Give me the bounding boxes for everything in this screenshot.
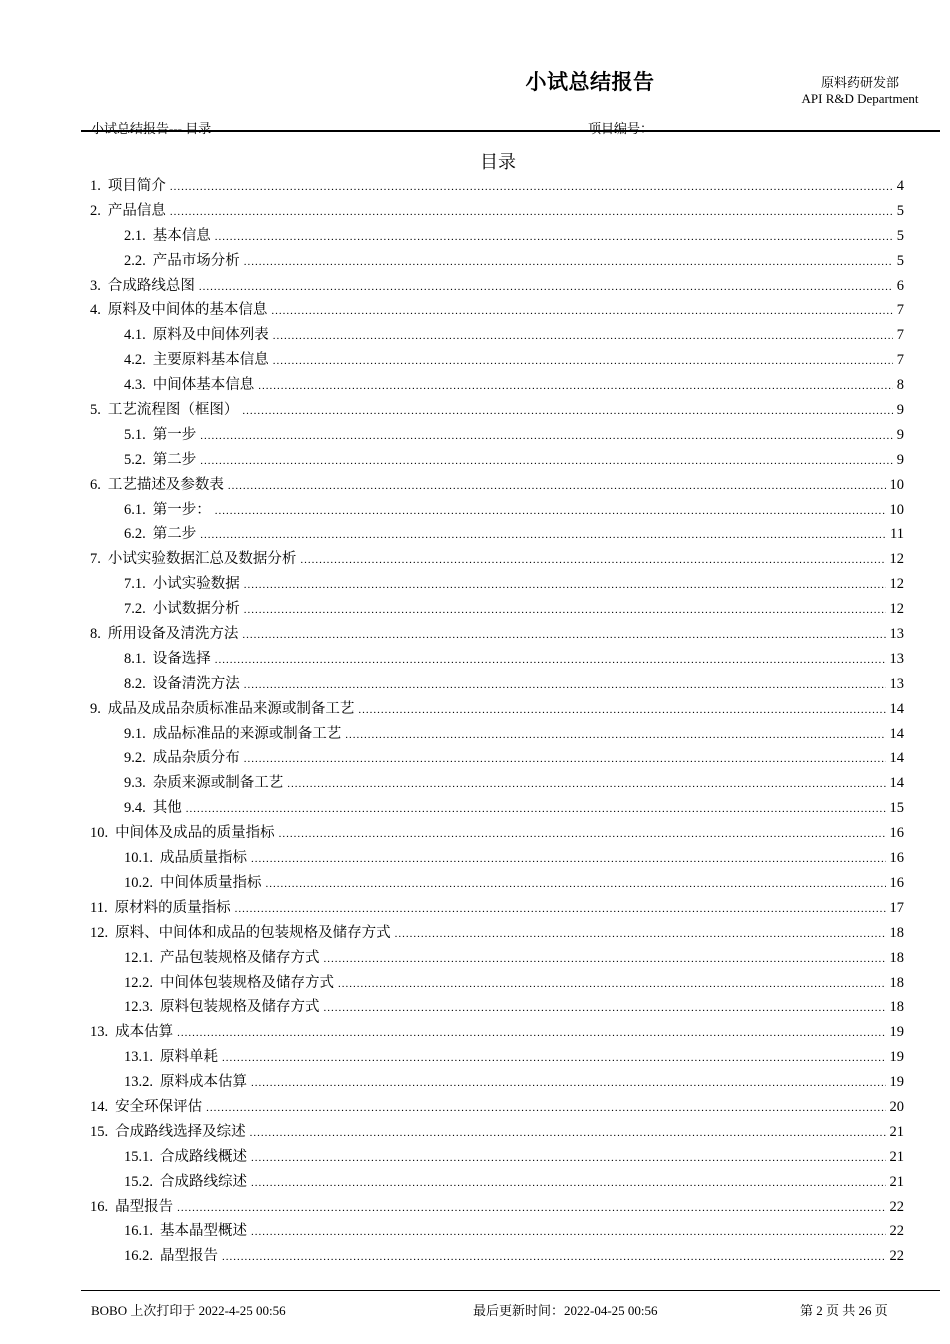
toc-entry[interactable]: [90, 1244, 904, 1269]
toc-entry-number: 13.: [90, 1024, 109, 1041]
toc-page-number: 7: [896, 352, 904, 369]
toc-entry[interactable]: [90, 572, 904, 597]
report-title: 小试总结报告: [525, 70, 655, 94]
toc-page-number: 21: [889, 1173, 904, 1190]
toc-page-number: 14: [889, 775, 904, 792]
toc-page-number: 14: [889, 725, 904, 742]
toc-dot-leader: [324, 996, 886, 1021]
toc-entry-number: 13.1.: [124, 1049, 153, 1066]
toc-entry-label: [90, 174, 166, 199]
toc-entry-title: 合成路线总图: [107, 277, 195, 294]
toc-page-number: 22: [889, 1248, 904, 1265]
toc-entry-number: 12.2.: [124, 974, 153, 991]
toc-entry-title: 合成路线概述: [160, 1148, 247, 1165]
toc-page-number: 11: [890, 526, 904, 543]
toc-entry-label: [90, 1120, 246, 1145]
toc-page-number: 21: [889, 1148, 904, 1165]
toc-page-number: 16: [889, 825, 904, 842]
toc-entry-number: 12.1.: [124, 949, 153, 966]
toc-entry-title: 成品标准品的来源或制备工艺: [152, 725, 342, 742]
toc-entry-label: [124, 771, 283, 796]
toc-entry[interactable]: [90, 622, 904, 647]
toc-entry[interactable]: [90, 174, 904, 199]
toc-entry-number: 2.: [90, 202, 101, 219]
toc-entry-number: 2.2.: [124, 252, 146, 269]
toc-entry-title: 产品包装规格及储存方式: [160, 949, 320, 966]
toc-entry-label: [124, 871, 262, 896]
toc-entry[interactable]: [90, 672, 904, 697]
toc-page-number: 16: [889, 850, 904, 867]
toc-dot-leader: [206, 1096, 885, 1121]
toc-entry-label: [124, 498, 211, 523]
toc-entry-label: [124, 647, 211, 672]
toc-entry-title: 成本估算: [115, 1024, 174, 1041]
toc-entry[interactable]: [90, 398, 904, 423]
toc-entry-number: 1.: [90, 178, 101, 194]
toc-entry-number: 6.2.: [124, 526, 146, 543]
toc-entry-label: [124, 1145, 247, 1170]
footer-page-indicator: 第 2 页 共 26 页: [800, 1303, 888, 1318]
toc-dot-leader: [200, 449, 893, 474]
toc-entry-number: 12.3.: [124, 999, 153, 1016]
toc-entry-title: 原料及中间体列表: [152, 327, 269, 344]
toc-entry[interactable]: [90, 1020, 904, 1045]
toc-dot-leader: [215, 225, 893, 250]
toc-entry-number: 6.: [90, 476, 101, 493]
toc-page-number: 13: [889, 675, 904, 692]
toc-page-number: 14: [889, 700, 904, 717]
toc-entry[interactable]: [90, 199, 904, 224]
toc-page-number: 16: [889, 874, 904, 891]
toc-entry-label: [124, 796, 182, 821]
toc-entry-number: 14.: [90, 1098, 109, 1115]
toc-page-number: 10: [889, 501, 904, 518]
toc-entry-number: 8.1.: [124, 650, 146, 667]
toc-dot-leader: [345, 723, 885, 748]
toc-entry-title: 小试数据分析: [152, 601, 240, 618]
toc-dot-leader: [251, 1146, 886, 1171]
toc-entry-label: [124, 971, 334, 996]
toc-entry-title: 中间体及成品的质量指标: [115, 825, 275, 842]
toc-dot-leader: [177, 1021, 885, 1046]
toc-entry-label: [90, 199, 166, 224]
toc-page-number: 15: [889, 800, 904, 817]
toc-dot-leader: [235, 897, 886, 922]
toc-entry[interactable]: [90, 1070, 904, 1095]
toc-entry-number: 5.2.: [124, 451, 146, 468]
toc-entry-number: 4.1.: [124, 327, 146, 344]
toc-page-number: 18: [889, 949, 904, 966]
toc-dot-leader: [177, 1196, 885, 1221]
toc-entry-title: 原材料的质量指标: [114, 899, 231, 916]
department-name-en: API R&D Department: [801, 91, 919, 106]
department-name-cn: 原料药研发部: [820, 75, 899, 90]
toc-page-number: 9: [896, 426, 904, 443]
toc-page-number: 5: [896, 202, 904, 219]
toc-entry[interactable]: [90, 448, 904, 473]
toc-entry-title: 主要原料基本信息: [152, 352, 269, 369]
toc-page-number: 12: [889, 576, 904, 593]
toc-entry-number: 16.: [90, 1198, 109, 1215]
toc-page-number: 18: [889, 924, 904, 941]
toc-dot-leader: [358, 698, 885, 723]
toc-entry[interactable]: [90, 846, 904, 871]
toc-entry-label: [124, 448, 196, 473]
toc-entry[interactable]: [90, 697, 904, 722]
toc-entry-number: 9.1.: [124, 725, 146, 742]
toc-dot-leader: [222, 1245, 886, 1270]
toc-entry-title: 其他: [152, 800, 182, 817]
toc-entry-title: 产品市场分析: [152, 252, 240, 269]
toc-entry-title: 合成路线综述: [160, 1173, 247, 1190]
header-section-label: 小试总结报告--- 目录: [91, 121, 212, 136]
toc-entry-title: 合成路线选择及综述: [115, 1123, 246, 1140]
toc-dot-leader: [244, 573, 886, 598]
toc-entry[interactable]: [90, 298, 904, 323]
toc-dot-leader: [200, 523, 886, 548]
toc-entry-number: 4.3.: [124, 377, 146, 394]
toc-entry-label: [124, 249, 240, 274]
toc-entry[interactable]: [90, 971, 904, 996]
toc-entry-title: 成品杂质分布: [152, 750, 240, 767]
toc-dot-leader: [324, 947, 886, 972]
toc-entry-number: 2.1.: [124, 227, 146, 244]
toc-dot-leader: [273, 349, 893, 374]
toc-entry-title: 原料成本估算: [160, 1074, 247, 1091]
toc-entry[interactable]: [90, 1045, 904, 1070]
toc-entry-label: [90, 1095, 202, 1120]
toc-entry-label: [124, 995, 320, 1020]
toc-dot-leader: [251, 847, 886, 872]
toc-entry-title: 工艺描述及参数表: [107, 476, 224, 493]
toc-entry-label: [90, 821, 275, 846]
toc-heading: 目录: [480, 152, 516, 172]
toc-entry-number: 15.1.: [124, 1148, 153, 1165]
toc-entry[interactable]: [90, 796, 904, 821]
toc-dot-leader: [242, 399, 892, 424]
toc-entry[interactable]: [90, 547, 904, 572]
toc-entry-number: 9.: [90, 700, 101, 717]
toc-page-number: 21: [889, 1123, 904, 1140]
toc-entry-label: [124, 1244, 218, 1269]
toc-dot-leader: [222, 1046, 886, 1071]
toc-entry-title: 中间体质量指标: [160, 874, 262, 891]
toc-entry-number: 8.2.: [124, 675, 146, 692]
toc-entry-label: [124, 323, 269, 348]
toc-entry-label: [90, 697, 354, 722]
toc-dot-leader: [338, 972, 886, 997]
toc-entry-number: 10.: [90, 825, 109, 842]
toc-entry-label: [124, 572, 240, 597]
footer-last-printed: BOBO 上次打印于 2022-4-25 00:56: [91, 1303, 286, 1318]
toc-entry[interactable]: [90, 522, 904, 547]
toc-entry[interactable]: [90, 1120, 904, 1145]
toc-dot-leader: [251, 1171, 886, 1196]
toc-entry-title: 小试实验数据汇总及数据分析: [107, 551, 297, 568]
toc-dot-leader: [242, 623, 885, 648]
toc-entry[interactable]: [90, 821, 904, 846]
toc-entry[interactable]: [90, 1219, 904, 1244]
toc-dot-leader: [244, 747, 886, 772]
header-divider: [81, 130, 940, 132]
toc-entry-label: [90, 1195, 173, 1220]
toc-entry-number: 16.1.: [124, 1223, 153, 1240]
toc-page-number: 20: [889, 1098, 904, 1115]
toc-entry[interactable]: [90, 348, 904, 373]
toc-page-number: 9: [896, 451, 904, 468]
toc-dot-leader: [186, 797, 886, 822]
toc-entry-title: 工艺流程图（框图）: [107, 402, 239, 419]
toc-entry[interactable]: [90, 746, 904, 771]
toc-entry[interactable]: [90, 871, 904, 896]
toc-page-number: 19: [889, 1049, 904, 1066]
toc-entry-number: 3.: [90, 277, 101, 294]
toc-entry-title: 中间体基本信息: [152, 377, 255, 394]
toc-entry-label: [90, 921, 391, 946]
toc-entry[interactable]: [90, 423, 904, 448]
toc-dot-leader: [279, 822, 886, 847]
toc-dot-leader: [244, 250, 893, 275]
toc-page-number: 4: [896, 178, 904, 194]
toc-entry-label: [124, 224, 211, 249]
toc-entry-number: 5.: [90, 402, 101, 419]
toc-dot-leader: [258, 374, 893, 399]
toc-entry-number: 7.1.: [124, 576, 146, 593]
toc-entry-title: 安全环保评估: [115, 1098, 203, 1115]
table-of-contents: [90, 174, 904, 1269]
toc-entry-label: [124, 1045, 218, 1070]
toc-dot-leader: [266, 872, 886, 897]
toc-entry-title: 设备清洗方法: [152, 675, 240, 692]
toc-entry-title: 成品质量指标: [160, 850, 247, 867]
toc-entry[interactable]: [90, 473, 904, 498]
toc-entry-label: [90, 547, 296, 572]
toc-entry-number: 4.: [90, 302, 101, 319]
toc-entry-number: 7.2.: [124, 601, 146, 618]
toc-page-number: 17: [889, 899, 904, 916]
toc-entry-title: 第一步：: [152, 501, 211, 518]
footer-last-updated: 最后更新时间：2022-04-25 00:56: [473, 1303, 658, 1318]
toc-dot-leader: [244, 673, 886, 698]
toc-entry-label: [124, 846, 247, 871]
toc-entry[interactable]: [90, 647, 904, 672]
toc-entry-number: 9.3.: [124, 775, 146, 792]
toc-entry-title: 第一步: [152, 426, 197, 443]
toc-entry-title: 杂质来源或制备工艺: [152, 775, 284, 792]
toc-entry-label: [124, 746, 240, 771]
toc-entry[interactable]: [90, 1195, 904, 1220]
toc-entry[interactable]: [90, 896, 904, 921]
toc-entry-title: 晶型报告: [115, 1198, 174, 1215]
toc-dot-leader: [251, 1220, 886, 1245]
toc-entry-title: 成品及成品杂质标准品来源或制备工艺: [107, 700, 355, 717]
toc-entry-number: 9.2.: [124, 750, 146, 767]
toc-entry[interactable]: [90, 498, 904, 523]
toc-entry[interactable]: [90, 224, 904, 249]
toc-entry[interactable]: [90, 1170, 904, 1195]
toc-dot-leader: [215, 499, 886, 524]
toc-entry-number: 15.: [90, 1123, 109, 1140]
toc-dot-leader: [250, 1121, 886, 1146]
toc-page-number: 10: [889, 476, 904, 493]
toc-page-number: 19: [889, 1024, 904, 1041]
toc-page-number: 5: [896, 252, 904, 269]
toc-entry-number: 16.2.: [124, 1248, 153, 1265]
toc-entry[interactable]: [90, 323, 904, 348]
toc-entry[interactable]: [90, 373, 904, 398]
toc-dot-leader: [244, 598, 886, 623]
toc-entry-label: [90, 896, 231, 921]
toc-page-number: 7: [896, 302, 904, 319]
toc-dot-leader: [199, 275, 893, 300]
toc-page-number: 5: [896, 227, 904, 244]
toc-page-number: 18: [889, 999, 904, 1016]
toc-page-number: 12: [889, 601, 904, 618]
toc-dot-leader: [395, 922, 886, 947]
toc-entry-title: 中间体包装规格及储存方式: [160, 974, 334, 991]
toc-entry[interactable]: [90, 921, 904, 946]
toc-dot-leader: [271, 299, 892, 324]
toc-entry-label: [124, 722, 341, 747]
toc-entry[interactable]: [90, 722, 904, 747]
toc-entry-title: 所用设备及清洗方法: [107, 626, 239, 643]
toc-entry-title: 原料单耗: [160, 1049, 218, 1066]
toc-entry-number: 13.2.: [124, 1074, 153, 1091]
toc-entry-number: 10.1.: [124, 850, 153, 867]
toc-entry-label: [90, 473, 224, 498]
toc-entry-number: 12.: [90, 924, 109, 941]
toc-entry-label: [124, 672, 240, 697]
toc-entry-label: [124, 348, 269, 373]
toc-entry-label: [90, 274, 195, 299]
toc-entry-title: 小试实验数据: [152, 576, 240, 593]
toc-entry-label: [124, 946, 320, 971]
toc-page-number: 18: [889, 974, 904, 991]
toc-entry-label: [124, 423, 196, 448]
project-number-label: 项目编号：: [588, 121, 654, 136]
toc-dot-leader: [228, 474, 886, 499]
toc-entry-number: 4.2.: [124, 352, 146, 369]
toc-entry-label: [124, 522, 196, 547]
toc-entry-title: 项目简介: [107, 178, 166, 194]
toc-entry[interactable]: [90, 1145, 904, 1170]
toc-entry-title: 原料包装规格及储存方式: [160, 999, 320, 1016]
toc-page-number: 13: [889, 650, 904, 667]
toc-entry-label: [124, 1219, 247, 1244]
toc-dot-leader: [170, 200, 893, 225]
toc-entry-title: 第二步: [152, 451, 197, 468]
toc-entry-title: 晶型报告: [160, 1248, 218, 1265]
toc-entry-title: 基本晶型概述: [160, 1223, 247, 1240]
toc-entry-title: 产品信息: [107, 202, 166, 219]
toc-entry[interactable]: [90, 274, 904, 299]
toc-page-number: 22: [889, 1223, 904, 1240]
toc-entry-number: 9.4.: [124, 800, 146, 817]
toc-entry-number: 5.1.: [124, 426, 146, 443]
toc-entry-label: [90, 298, 267, 323]
toc-entry-label: [124, 1070, 247, 1095]
toc-page-number: 13: [889, 626, 904, 643]
toc-page-number: 22: [889, 1198, 904, 1215]
toc-page-number: 14: [889, 750, 904, 767]
toc-entry-label: [90, 1020, 173, 1045]
toc-entry-number: 10.2.: [124, 874, 153, 891]
toc-page-number: 6: [896, 277, 904, 294]
footer-divider: [81, 1290, 940, 1291]
toc-entry-number: 8.: [90, 626, 101, 643]
toc-entry-label: [124, 597, 240, 622]
toc-entry-title: 原料、中间体和成品的包装规格及储存方式: [115, 924, 391, 941]
toc-dot-leader: [170, 175, 893, 200]
toc-entry-number: 15.2.: [124, 1173, 153, 1190]
toc-page-number: 8: [896, 377, 904, 394]
toc-page-number: 7: [896, 327, 904, 344]
toc-entry-number: 11.: [90, 899, 108, 916]
toc-entry-number: 6.1.: [124, 501, 146, 518]
toc-dot-leader: [215, 648, 886, 673]
toc-entry-label: [124, 1170, 247, 1195]
toc-page-number: 19: [889, 1074, 904, 1091]
toc-page-number: 12: [889, 551, 904, 568]
toc-dot-leader: [251, 1071, 886, 1096]
toc-dot-leader: [200, 424, 893, 449]
toc-entry-label: [90, 398, 238, 423]
toc-entry[interactable]: [90, 995, 904, 1020]
toc-dot-leader: [273, 324, 893, 349]
toc-entry-title: 基本信息: [152, 227, 211, 244]
toc-entry[interactable]: [90, 249, 904, 274]
toc-entry-title: 原料及中间体的基本信息: [107, 302, 268, 319]
toc-entry-number: 7.: [90, 551, 101, 568]
toc-page-number: 9: [896, 402, 904, 419]
toc-entry-label: [124, 373, 254, 398]
toc-entry-title: 设备选择: [152, 650, 211, 667]
toc-entry[interactable]: [90, 597, 904, 622]
toc-entry[interactable]: [90, 771, 904, 796]
toc-entry[interactable]: [90, 1095, 904, 1120]
toc-dot-leader: [300, 548, 885, 573]
toc-entry[interactable]: [90, 946, 904, 971]
toc-dot-leader: [287, 772, 885, 797]
toc-entry-title: 第二步: [152, 526, 197, 543]
toc-entry-label: [90, 622, 238, 647]
